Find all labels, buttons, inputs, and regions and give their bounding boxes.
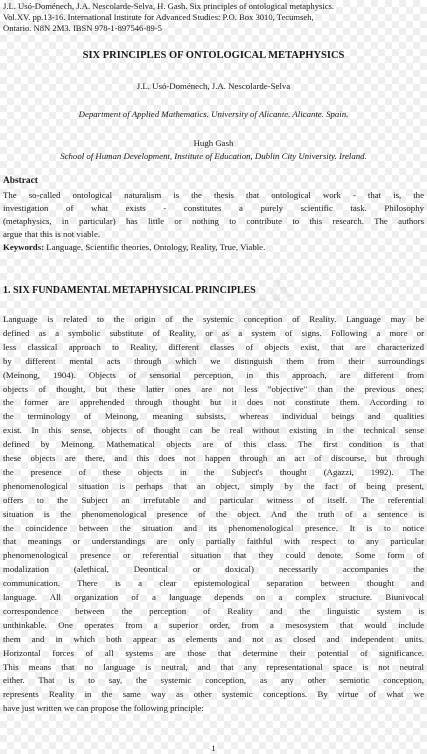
keywords — [3, 241, 424, 253]
body-line: the former are apprehended through thought but it does not constitute them. According to — [3, 397, 424, 408]
affiliation-1: Department of Applied Mathematics. University of Alicante. Alicante. Spain. — [78, 109, 349, 119]
body-line: language. All organization of a language depends on a complex structure. Biunivocal — [3, 592, 424, 602]
abstract-line: investigation of what exists - constitutes a purely scientific task. Philosophy — [3, 203, 424, 213]
abstract-line: The so-called ontological naturalism is the thesis that ontological work - that is, the — [3, 190, 424, 200]
header-line: J.L. Usó-Doménech, J.A. Nescolarde-Selva, H. Gash. Six principles of ontological metaphysics. — [3, 1, 335, 11]
abstract-line: argue that this is not viable. — [3, 229, 101, 239]
body-line: (Meinong, 1904). Objects of sensorial perception, in this approach, are different from — [3, 369, 424, 380]
body-line: have just written we can propose the following principle: — [3, 703, 204, 714]
body-line: objects of thought, but these latter ones are not less "objective" than the previous ones; — [3, 383, 424, 394]
body-line: situation is the phenomenological presence of the object. And the truth of a sentence is — [3, 508, 424, 519]
body-line: the terminology of Meinong, meaning subsists, whereas individual beings and qualities — [3, 411, 424, 422]
body-line: This means that no language is neutral, and that any representational space is not neutral — [3, 661, 424, 672]
keywords-text: Language, Scientific theories, Ontology, Reality, True, Viable. — [44, 242, 266, 252]
keywords-label: Keywords: — [3, 242, 45, 252]
body-line: unthinkable. One operates from a superior order, from a mesosystem that would include — [3, 619, 424, 630]
body-line: communication. There is a clear epistemological separation between thought and — [3, 578, 424, 589]
body-line: Language is related to the origin of the systemic conception of Reality. Language may be — [3, 314, 424, 324]
body-line: either. That is to say, the systemic conception, as any other semiotic conception, — [3, 675, 424, 686]
body-line: represents Reality in the same way as other systemic conceptions. By virtue of what we — [3, 689, 424, 700]
body-line: the presence of these objects in the Subject's thought (Agazzi, 1992). The — [3, 466, 424, 477]
authors: J.L. Usó-Doménech, J.A. Nescolarde-Selva — [136, 81, 291, 91]
body-line: these objects are there, and this does not happen through an act of discourse, but through — [3, 453, 424, 463]
body-line: less classical approach to Reality, different classes of objects exist, that are characterized — [3, 341, 424, 352]
abstract-line: (metaphysics, in particular) has little or nothing to contribute to this research. The authors — [3, 216, 424, 226]
header-line: Vol.XV. pp.13-16. International Institute for Advanced Studies: P.O. Box 3010, Tecumseh, — [3, 12, 314, 22]
body-line: defined as a symbolic substitute of Reality, or as a system of signs. Following a more or — [3, 327, 424, 338]
body-line: the coincidence between the situation and its phenomenological presence. It is to notice — [3, 522, 424, 533]
paper-title: SIX PRINCIPLES OF ONTOLOGICAL METAPHYSICS — [82, 50, 345, 61]
body-line: correspondence between the perception of Reality and the linguistic system is — [3, 605, 424, 616]
header-line: Ontario. N8N 2M3. IBSN 978-1-897546-89-5 — [3, 23, 162, 33]
body-line: offers to the Subject an irrefutable and particular witness of itself. The referential — [3, 494, 424, 505]
abstract-heading: Abstract — [3, 176, 38, 186]
body-line: that meanings or understandings are only partially faithful with respect to any particular — [3, 536, 424, 547]
author-2: Hugh Gash — [193, 138, 234, 148]
affiliation-2: School of Human Development, Institute of Education, Dublin City University. Ireland. — [60, 151, 367, 161]
body-line: modalization (alethical, Deontical or doxical) necessarily accompanies the — [3, 564, 424, 575]
body-line: phenomenological presence or referential situation that they could denote. Some form of — [3, 550, 424, 561]
body-line: phenomenological situation is perhaps that an object, simply by the fact of being present, — [3, 480, 424, 491]
body-line: them and in which both appear as elements and not as closed and independent units. — [3, 633, 424, 644]
body-line: defined by Meinong. Mathematical objects are of this class. The first condition is that — [3, 439, 424, 450]
body-line: Horizontal forces of all systems are those that determine their potential of significance. — [3, 647, 424, 658]
page-number: 1 — [211, 743, 216, 753]
body-line: by different mental acts through which we distinguish them from their surroundings — [3, 355, 424, 366]
section-heading: 1. SIX FUNDAMENTAL METAPHYSICAL PRINCIPLES — [3, 285, 256, 296]
body-line: exist. In this sense, objects of thought can be real without existing in the technical sense — [3, 425, 424, 436]
